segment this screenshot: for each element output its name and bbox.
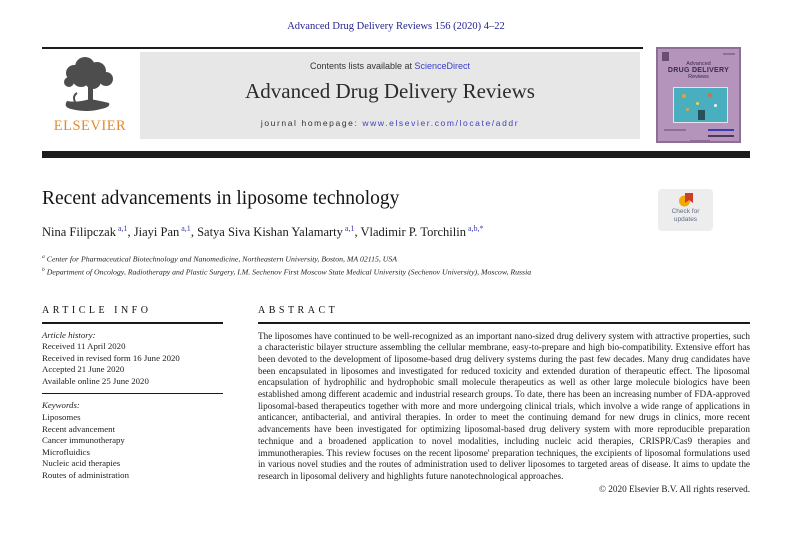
cover-title-line1: Advanced <box>686 61 711 67</box>
cover-text-bar <box>708 129 734 131</box>
author-name: Vladimir P. Torchilin <box>360 225 466 240</box>
cover-text-bar <box>708 135 734 137</box>
author-line: Nina Filipczak $^{a,1}$, Jiayi Pan $^{a,1}$, Satya Siva Kishan Yalamarty $^{a,1}$, Vladimir P. Torchilin $^{a,b,*}$ <box>42 224 484 240</box>
check-updates-label: Check for updates <box>671 208 700 223</box>
cover-title-line2: DRUG DELIVERY <box>667 67 730 74</box>
article-info-heading: ARTICLE INFO <box>42 305 152 316</box>
abstract-heading: ABSTRACT <box>258 305 339 316</box>
keyword-item: Cancer immunotherapy <box>42 435 125 446</box>
author-superscript: a,1 <box>117 224 128 233</box>
elsevier-wordmark: ELSEVIER <box>53 118 127 134</box>
author-name: Satya Siva Kishan Yalamarty <box>197 225 343 240</box>
author-superscript: a,b,* <box>467 224 484 233</box>
article-history <box>42 330 223 388</box>
rule <box>42 322 223 324</box>
author-superscript: a,1 <box>344 224 355 233</box>
keyword-item: Routes of administration <box>42 470 129 481</box>
elsevier-tree-icon <box>42 53 138 117</box>
keyword-item: Recent advancement <box>42 423 116 434</box>
history-item: Received 11 April 2020 <box>42 341 126 352</box>
contents-prefix: Contents lists available at <box>309 61 415 71</box>
author-name: Jiayi Pan <box>133 225 180 240</box>
cover-text-bar <box>690 140 710 142</box>
journal-cover-thumbnail[interactable] <box>656 47 741 143</box>
sciencedirect-link[interactable]: ScienceDirect <box>414 61 471 71</box>
copyright-line: © 2020 Elsevier B.V. All rights reserved. <box>599 483 750 494</box>
article-info-column <box>42 305 223 482</box>
thick-divider-bar <box>42 151 750 158</box>
contents-line <box>140 61 640 71</box>
page-title: Recent advancements in liposome technology <box>42 188 400 209</box>
rule <box>258 322 750 324</box>
affiliation-a: $^a$ Center for Pharmaceutical Biotechnology and Nanomedicine, Northeastern University, Boston, MA 02115, USA <box>42 254 398 264</box>
cover-logo-mark <box>662 52 669 61</box>
homepage-line <box>140 118 640 128</box>
article-history-label: Article history: <box>42 329 96 340</box>
author-name: Nina Filipczak <box>42 225 116 240</box>
journal-banner <box>140 52 640 139</box>
top-rule <box>42 47 643 49</box>
history-item: Available online 25 June 2020 <box>42 375 149 386</box>
author-superscript: a,1 <box>181 224 191 233</box>
history-item: Accepted 21 June 2020 <box>42 364 125 375</box>
keyword-item: Liposomes <box>42 412 81 423</box>
cover-artwork <box>673 87 728 123</box>
cover-text-bar <box>664 129 686 131</box>
rule <box>42 393 223 394</box>
cover-title-line3: Reviews <box>688 74 709 80</box>
abstract-column <box>258 305 750 494</box>
check-updates-icon <box>658 192 713 208</box>
homepage-prefix: journal homepage: <box>260 118 363 128</box>
keywords-label: Keywords: <box>42 400 80 411</box>
cover-artwork-bottle <box>698 110 705 120</box>
keyword-item: Nucleic acid therapies <box>42 458 121 469</box>
keywords-block <box>42 400 223 481</box>
elsevier-logo <box>42 53 138 143</box>
cover-top-line <box>723 53 735 55</box>
affiliations <box>42 252 662 277</box>
check-for-updates-badge[interactable] <box>658 189 713 231</box>
banner-journal-title: Advanced Drug Delivery Reviews <box>245 79 535 103</box>
affiliation-b: $^b$ Department of Oncology, Radiotherapy and Plastic Surgery, I.M. Sechenov First Moscow State Medical University (Sechenov University), Moscow, Russia <box>42 266 532 277</box>
abstract-text: The liposomes have continued to be well-recognized as an important nano-sized drug delivery system with attractive properties, such a characteristic bilayer structure assembling the cellular membrane, easy-to-prepare and high bio-compatibility. Extensive effort has been devoted to the development of liposome-based drug delivery systems during the past few decades. Many drug candidates have been encapsulated in liposomes and investigated for reduced toxicity and extended duration of therapeutic effect. The liposomal encapsulation of hydrophilic and hydrophobic small molecule therapeutics as well as other large molecule biologics have been established among different academic and industrial research groups. To date, there has been an increasing number of FDA-approved liposomal-based therapeutics together with more and more undergoing clinical trials, which involve a wide range of applications in anticancer, antibacterial, and antiviral therapies. In order to meet the continuing demand for new drugs in clinics, more recent advancements have been investigated for optimizing liposomal-based drug delivery system with more reproducible preparation technique and a broadened application to novel modalities, including nucleic acid therapies, CRISPR/Cas9 therapies and immunotherapies. This review focuses on the recent liposome' preparation techniques, the excipients of liposomal formulations used in various novel studies and the routes of administration used to deliver liposomes to targeted areas of disease. It aims to update the research in liposomal delivery and highlights future nanotechnological approaches. <box>258 330 750 481</box>
keyword-item: Microfluidics <box>42 446 90 457</box>
cover-titles <box>658 61 739 80</box>
homepage-link[interactable]: www.elsevier.com/locate/addr <box>362 118 520 128</box>
journal-reference: Advanced Drug Delivery Reviews 156 (2020) 4–22 <box>287 21 505 32</box>
history-item: Received in revised form 16 June 2020 <box>42 352 180 363</box>
